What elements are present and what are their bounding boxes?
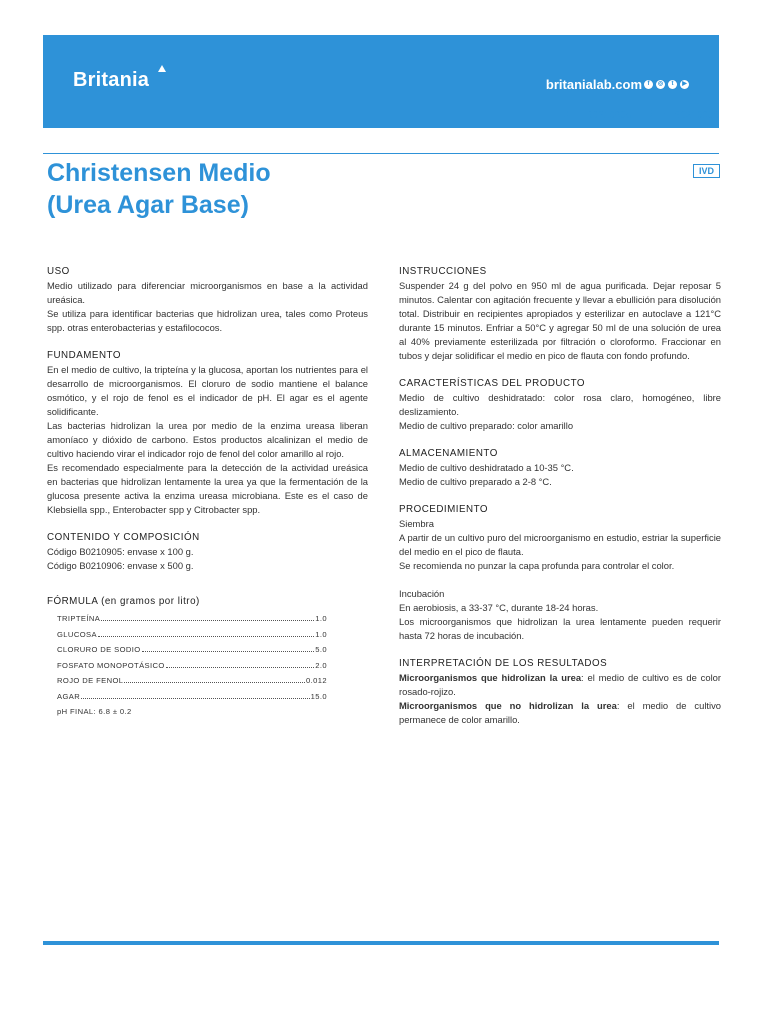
section-heading-contenido: CONTENIDO Y COMPOSICIÓN (47, 532, 200, 543)
formula-value: 2.0 (315, 660, 327, 670)
uso-paragraph: Se utiliza para identificar bacterias que hidrolizan urea, tales como Proteus spp. otras enterobacterias y estafilococos. (47, 308, 368, 333)
almacenamiento-line: Medio de cultivo preparado a 2-8 °C. (399, 476, 552, 487)
caracteristicas-paragraph: Medio de cultivo deshidratado: color rosa claro, homogéneo, libre deslizamiento. (399, 392, 721, 417)
interpretacion-bold: Microorganismos que hidrolizan la urea (399, 672, 582, 683)
instagram-icon[interactable]: ◎ (657, 81, 664, 87)
incubacion-paragraph: En aerobiosis, a 33-37 °C, durante 18-24 horas. (399, 602, 599, 613)
facebook-icon[interactable]: f (644, 80, 653, 89)
youtube-icon[interactable]: ▶ (680, 80, 689, 89)
instrucciones-paragraph: Suspender 24 g del polvo en 950 ml de agua purificada. Dejar reposar 5 minutos. Calentar con agitación frecuente y llevar a ebullición para disolución total. Distribuir en recipientes apropiados y esterilizar en autoclave a 121°C durante 15 minutos. Enfriar a 50°C y agregar 50 ml de una solución de urea al 40% previamente esterilizada por filtración o cloroformo. Fraccionar en tubos y dejar solidificar el medio en pico de flauta con fondo profundo. (399, 280, 721, 361)
interpretacion-paragraph (399, 671, 721, 699)
uso-paragraph: Medio utilizado para diferenciar microorganismos en base a la actividad ureásica. (47, 280, 368, 305)
fundamento-paragraph: En el medio de cultivo, la tripteína y la glucosa, aportan los nutrientes para el desarrollo de microorganismos. El cloruro de sodio mantiene el balance osmótico, y el rojo de fenol es el indicador de pH. El agar es el agente solidificante. (47, 364, 368, 417)
incubacion-subheading: Incubación (399, 588, 445, 599)
formula-ingredient: FOSFATO MONOPOTÁSICO (57, 660, 165, 670)
formula-ingredient: CLORURO DE SODIO (57, 645, 141, 654)
formula-row (57, 689, 327, 705)
fundamento-paragraph: Las bacterias hidrolizan la urea por medio de la enzima ureasa liberan amoníaco y dióxido de carbono. Estos productos alcalinizan el medio de cultivo haciendo virar el indicador rojo de fenol del color amarillo al rojo. (47, 420, 368, 459)
section-heading-caracteristicas: CARACTERÍSTICAS DEL PRODUCTO (399, 378, 586, 389)
ref-code: B0210906 (673, 109, 719, 121)
formula-row (57, 673, 327, 689)
ref-item (554, 108, 632, 122)
interpretacion-text: : el medio de cultivo permanece de color amarillo. (399, 700, 721, 725)
formula-value: 15.0 (310, 691, 327, 701)
incubacion-paragraph: Los microorganismos que hidrolizan la urea lentamente pueden requerir hasta 72 horas de incubación. (399, 616, 721, 641)
formula-ingredient: AGAR (57, 691, 81, 701)
bottom-divider (43, 941, 719, 945)
left-column (47, 265, 368, 720)
siembra-subheading: Siembra (399, 518, 434, 529)
section-heading-fundamento: FUNDAMENTO (47, 350, 121, 361)
ref-badge: REF (554, 108, 582, 122)
section-heading-procedimiento: PROCEDIMIENTO (399, 504, 489, 515)
almacenamiento-line: Medio de cultivo deshidratado a 10-35 °C. (399, 462, 574, 473)
ref-code: B0210905 (585, 109, 632, 121)
top-divider (43, 153, 719, 154)
formula-ingredient: ROJO DE FENOL (57, 676, 124, 685)
interpretacion-paragraph (399, 699, 721, 727)
product-title (47, 157, 271, 221)
contenido-line: Código B0210905: envase x 100 g. (47, 546, 194, 557)
formula-row (57, 627, 327, 643)
social-icons (644, 80, 689, 89)
twitter-icon[interactable]: t (668, 80, 677, 89)
formula-ingredient: TRIPTEÍNA (57, 614, 101, 623)
britania-logo[interactable]: Britania (73, 69, 150, 91)
title-line-1: Christensen Medio (47, 159, 271, 187)
title-line-2: (Urea Agar Base) (47, 191, 249, 219)
interpretacion-bold: Microorganismos que no hidrolizan la urea (399, 700, 617, 711)
siembra-paragraph: Se recomienda no punzar la capa profunda para controlar el color. (399, 560, 675, 571)
formula-value: 0.012 (305, 676, 327, 685)
ivd-badge: IVD (693, 164, 720, 178)
ref-item (641, 108, 719, 122)
interpretacion-text: : el medio de cultivo es de color rosado-rojizo. (399, 672, 721, 697)
formula-row (57, 611, 327, 627)
fundamento-paragraph: Es recomendado especialmente para la detección de la actividad ureásica en bacterias que hidrolizan lentamente la urea ya que la fermentación de la glucosa presente activa la enzima ureasa microbiana. Este es el caso de Klebsiella spp., Enterobacter spp y Citrobacter spp. (47, 462, 368, 515)
siembra-paragraph: A partir de un cultivo puro del microorganismo en estudio, estriar la superficie del medio en el pico de flauta. (399, 532, 721, 557)
section-heading-instrucciones: INSTRUCCIONES (399, 266, 487, 277)
ref-badge: REF (641, 108, 669, 122)
section-heading-uso: USO (47, 266, 70, 277)
contenido-line: Código B0210906: envase x 500 g. (47, 560, 194, 571)
formula-value: 1.0 (315, 614, 327, 623)
section-heading-formula: FÓRMULA (en gramos por litro) (47, 596, 200, 607)
section-heading-almacenamiento: ALMACENAMIENTO (399, 448, 498, 459)
formula-row (57, 658, 327, 674)
formula-ingredient: GLUCOSA (57, 629, 97, 639)
site-link[interactable]: britanialab.com (545, 77, 642, 92)
formula-value: 1.0 (315, 629, 327, 639)
right-column (399, 265, 721, 727)
formula-table (57, 611, 327, 720)
ph-final: pH FINAL: 6.8 ± 0.2 (57, 707, 132, 716)
ref-codes (554, 108, 719, 122)
formula-row (57, 642, 327, 658)
caracteristicas-paragraph: Medio de cultivo preparado: color amarillo (399, 420, 574, 431)
logo-triangle-icon (158, 65, 166, 72)
section-heading-interpretacion: INTERPRETACIÓN DE LOS RESULTADOS (399, 658, 608, 669)
formula-value: 5.0 (315, 645, 327, 654)
